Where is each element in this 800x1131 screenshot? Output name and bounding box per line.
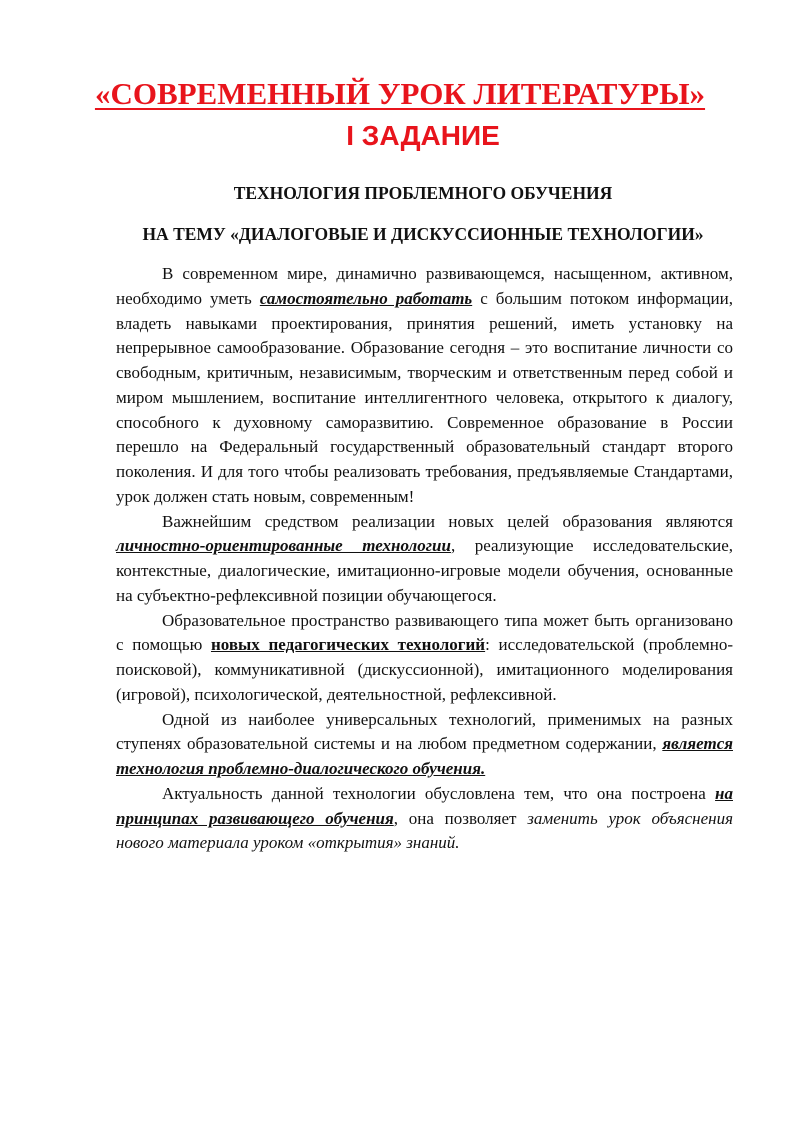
page-title-text: «СОВРЕМЕННЫЙ УРОК ЛИТЕРАТУРЫ» [94,76,706,111]
section-subheading: НА ТЕМУ «ДИАЛОГОВЫЕ И ДИСКУССИОННЫЕ ТЕХНОЛОГИИ» [142,224,704,244]
paragraph-5-emphasis: на принципах развивающего обучения [116,783,733,828]
paragraph-3-text-start: Образовательное пространство развивающего типа может быть организовано с помощью [116,610,733,655]
paragraph-5 [116,782,733,856]
section-heading: ТЕХНОЛОГИЯ ПРОБЛЕМНОГО ОБУЧЕНИЯ [233,183,613,203]
paragraph-3-emphasis: новых педагогических технологий [210,635,486,655]
paragraph-4 [116,708,733,782]
paragraph-2 [116,510,733,609]
paragraph-5-text-start: Актуальность данной технологии обусловлена тем, что она построена [162,783,716,803]
paragraph-4-emphasis: является технология проблемно-диалогического обучения. [116,734,733,778]
paragraph-3 [116,609,733,708]
page-subtitle: I ЗАДАНИЕ [346,120,500,151]
paragraph-2-text-start: Важнейшим средством реализации новых целей образования являются [162,511,733,531]
paragraph-5-italic-tail: заменить урок объяснения нового материала уроком «открытия» знаний. [116,808,733,853]
paragraph-4-text-start: Одной из наиболее универсальных технологий, применимых на разных ступенях образовательной системы и на любом предметном содержании, [116,709,733,754]
paragraph-5-text-middle: , она позволяет [393,808,528,828]
paragraph-1-emphasis: самостоятельно работать [259,288,473,308]
page-title [0,76,800,112]
paragraph-1 [116,262,733,510]
body-text [116,262,733,856]
paragraph-1-text-start: В современном мире, динамично развивающемся, насыщенном, активном, необходимо уметь [116,264,733,308]
paragraph-2-emphasis: личностно-ориентированные технологии [116,536,451,556]
paragraph-2-text-end: , реализующие исследовательские, контекстные, диалогические, имитационно-игровые модели обучения, основанные на субъектно-рефлексивной позиции обучающегося. [116,536,733,605]
paragraph-1-text-end: с большим потоком информации, владеть навыками проектирования, принятия решений, иметь установку на непрерывное самообразование. Образование сегодня – это воспитание личности со свободным, критичным, независимым, творческим и ответственным перед собой и миром мышлением, воспитание интеллигентного человека, открытого к диалогу, способного к духовному саморазвитию. Современное образование в России перешло на Федеральный государственный образовательный стандарт второго поколения. И для того чтобы реализовать требования, предъявляемые Стандартами, урок должен стать новым, современным! [116,288,733,506]
paragraph-3-text-end: : исследовательской (проблемно-поисковой), коммуникативной (дискуссионной), имитационного моделирования (игровой), психологической, деятельностной, рефлексивной. [116,635,733,704]
